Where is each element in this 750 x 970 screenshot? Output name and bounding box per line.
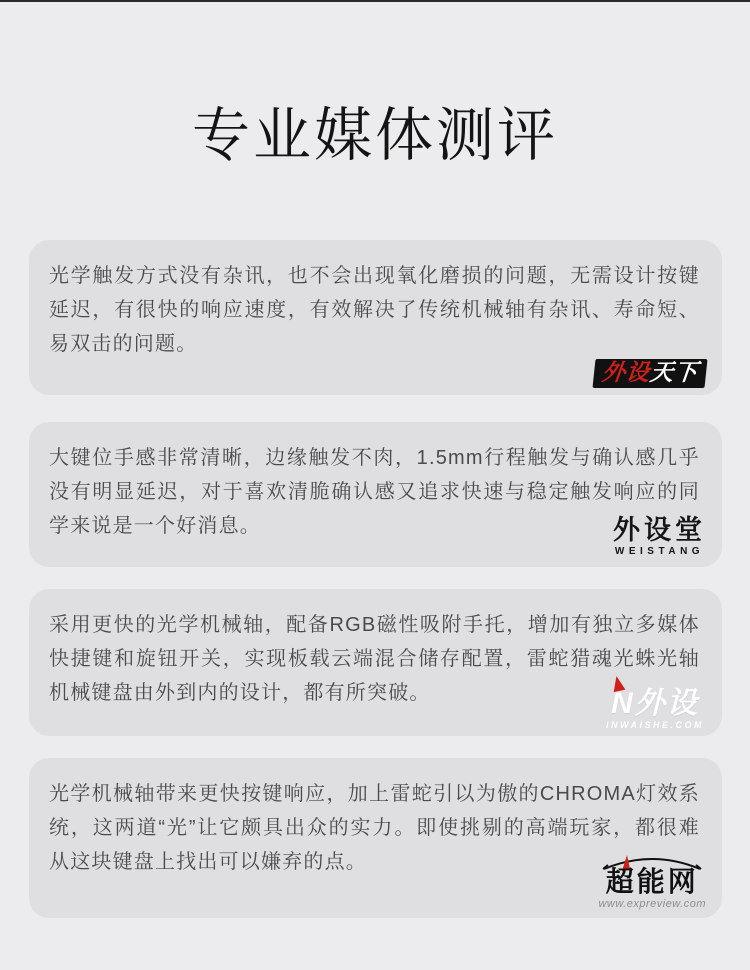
review-card-waishetianxia bbox=[29, 240, 722, 395]
logo-text-en: www.expreview.com bbox=[598, 897, 706, 910]
review-card-inwaishe bbox=[29, 589, 722, 736]
review-text: 光学机械轴带来更快按键响应，加上雷蛇引以为傲的CHROMA灯效系统，这两道“光”让它颇具出众的实力。即使挑剔的高端玩家，都很难从这块键盘上找出可以嫌弃的点。 bbox=[49, 782, 700, 873]
logo-text-en: WEISTANG bbox=[614, 545, 705, 557]
review-card-list bbox=[29, 240, 722, 918]
review-card-expreview bbox=[29, 758, 722, 918]
inwaishe-logo bbox=[605, 686, 704, 730]
logo-text-white: 天下 bbox=[648, 358, 700, 385]
waishe-tianxia-logo bbox=[592, 359, 707, 388]
logo-text-cn: N外设 bbox=[611, 686, 699, 720]
review-text: 大键位手感非常清晰，边缘触发不肉，1.5mm行程触发与确认感几乎没有明显延迟，对于喜欢清脆确认感又追求快速与稳定触发响应的同学来说是一个好消息。 bbox=[49, 446, 700, 537]
logo-text-red: 外设 bbox=[600, 358, 652, 385]
logo-text-en: INWAISHE.COM bbox=[605, 719, 704, 730]
logo-text-cn: 外设堂 bbox=[613, 514, 706, 545]
top-section-divider bbox=[0, 0, 750, 2]
review-card-weistang bbox=[29, 422, 722, 567]
page-title: 专业媒体测评 bbox=[191, 103, 558, 168]
review-text: 光学触发方式没有杂讯，也不会出现氧化磨损的问题，无需设计按键延迟，有很快的响应速度，有效解决了传统机械轴有杂讯、寿命短、易双击的问题。 bbox=[49, 264, 700, 355]
review-text: 采用更快的光学机械轴，配备RGB磁性吸附手托，增加有独立多媒体快捷键和旋钮开关，实现板载云端混合储存配置，雷蛇猎魂光蛛光轴机械键盘由外到内的设计，都有所突破。 bbox=[49, 613, 700, 704]
logo-text-cn: 超能网 bbox=[605, 865, 699, 897]
weistang-logo bbox=[613, 514, 706, 557]
expreview-logo bbox=[598, 855, 706, 910]
